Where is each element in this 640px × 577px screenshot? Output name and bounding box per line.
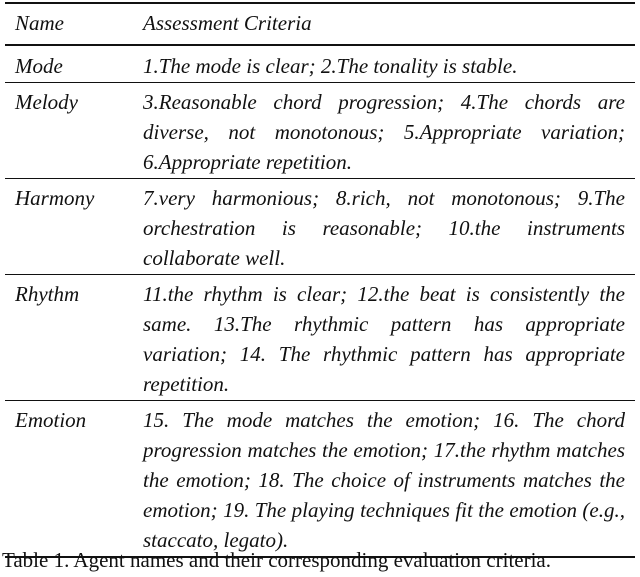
- criteria-cell: 1.The mode is clear; 2.The tonality is stable.: [143, 54, 518, 78]
- agent-name-cell: Mode: [15, 54, 63, 78]
- criteria-cell: 15. The mode matches the emotion; 16. The chord progression matches the emotion; 17.the rhythm matches the emotion; 18. The choice of instruments matches the emotion; 19. The playing techniques fit the emotion (e.g., staccato, legato).: [143, 408, 625, 552]
- table-header: [5, 3, 635, 45]
- agent-name-cell: Harmony: [15, 186, 95, 210]
- agent-name-cell: Rhythm: [15, 282, 80, 306]
- agent-name-cell: Emotion: [15, 408, 87, 432]
- header-criteria: Assessment Criteria: [143, 11, 312, 35]
- header-name: Name: [15, 11, 64, 35]
- criteria-cell: 7.very harmonious; 8.rich, not monotonous; 9.The orchestration is reasonable; 10.the instruments collaborate well.: [143, 186, 625, 270]
- table-row-rhythm: [5, 275, 635, 401]
- table-row-melody: [5, 83, 635, 179]
- table-body: [5, 45, 635, 557]
- table-row-emotion: [5, 401, 635, 558]
- table-row-mode: [5, 45, 635, 83]
- criteria-cell: 3.Reasonable chord progression; 4.The chords are diverse, not monotonous; 5.Appropriate variation; 6.Appropriate repetition.: [143, 90, 625, 174]
- table-caption: Table 1. Agent names and their corresponding evaluation criteria.: [2, 548, 552, 572]
- header-row: [5, 3, 635, 45]
- criteria-table: [5, 2, 635, 558]
- agent-name-cell: Melody: [15, 90, 78, 114]
- criteria-cell: 11.the rhythm is clear; 12.the beat is consistently the same. 13.The rhythmic pattern has appropriate variation; 14. The rhythmic pattern has appropriate repetition.: [143, 282, 625, 396]
- table-row-harmony: [5, 179, 635, 275]
